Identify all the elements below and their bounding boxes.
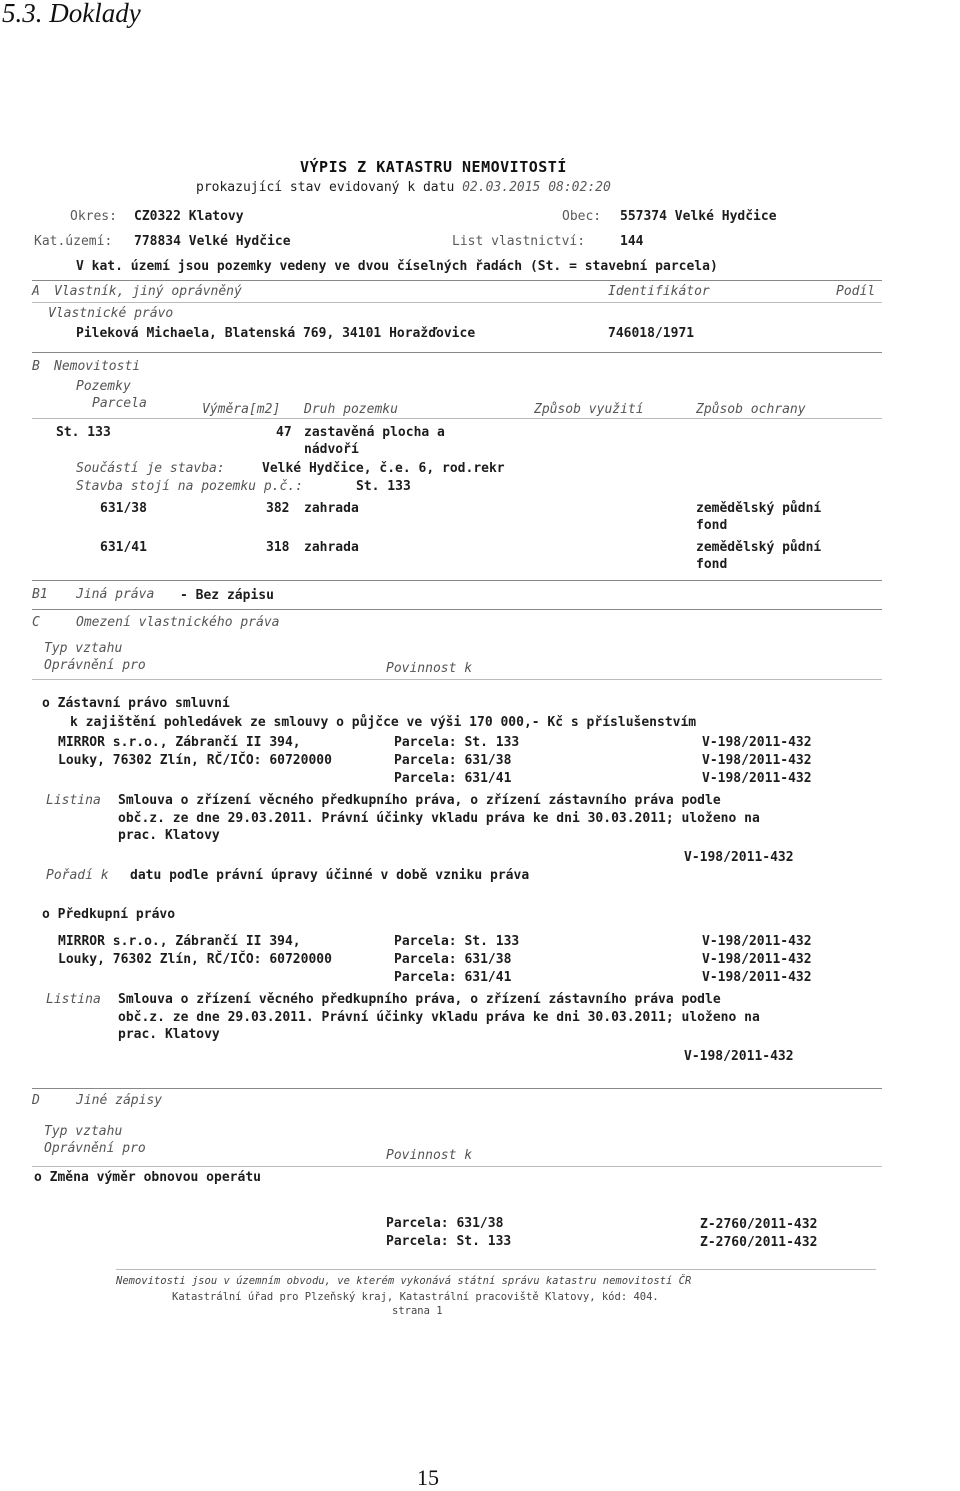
povinnost-k-label: Povinnost k xyxy=(386,1148,473,1163)
stavba-label: Stavba stojí na pozemku p.č.: xyxy=(76,479,303,494)
col-podil: Podíl xyxy=(836,284,876,299)
divider xyxy=(32,302,882,303)
divider xyxy=(32,679,882,680)
parcel-st133: St. 133 xyxy=(56,425,111,440)
parcel-631-38-protect-2: fond xyxy=(696,518,728,533)
typ-vztahu-label: Typ vztahu xyxy=(44,641,123,656)
section-c-title: Omezení vlastnického práva xyxy=(76,615,280,630)
okres-value: CZ0322 Klatovy xyxy=(134,209,244,224)
col-identifikator: Identifikátor xyxy=(608,284,710,299)
c-entry1-holder-1: MIRROR s.r.o., Zábrančí II 394, xyxy=(58,735,301,750)
c-entry1-listina-ref: V-198/2011-432 xyxy=(684,850,794,865)
c-entry2-parcel-1: Parcela: St. 133 xyxy=(394,934,520,949)
katuzemi-label: Kat.území: xyxy=(34,234,113,249)
document-title: VÝPIS Z KATASTRU NEMOVITOSTÍ xyxy=(300,158,567,176)
c-entry2-ref-2: V-198/2011-432 xyxy=(702,952,812,967)
divider xyxy=(32,418,882,419)
owner-name: Pileková Michaela, Blatenská 769, 34101 Horažďovice xyxy=(76,326,476,341)
col-ochrana: Způsob ochrany xyxy=(696,402,806,417)
divider xyxy=(32,580,882,581)
poradi-value: datu podle právní úpravy účinné v době vzniku práva xyxy=(130,868,530,883)
c-entry1-parcel-3: Parcela: 631/41 xyxy=(394,771,512,786)
c-entry1-listina-2: obč.z. ze dne 29.03.2011. Právní účinky vkladu práva ke dni 30.03.2011; uloženo na xyxy=(118,811,760,826)
cislovani-note: V kat. území jsou pozemky vedeny ve dvou číselných řadách (St. = stavební parcela) xyxy=(76,259,718,274)
owner-identifier: 746018/1971 xyxy=(608,326,695,341)
c-entry2-title: o Předkupní právo xyxy=(42,907,176,922)
section-b1-title: Jiná práva xyxy=(76,587,155,602)
lv-label: List vlastnictví: xyxy=(452,234,586,249)
section-d-letter: D xyxy=(32,1093,40,1108)
d-entry1-ref-2: Z-2760/2011-432 xyxy=(700,1235,818,1250)
d-entry1-parcel-1: Parcela: 631/38 xyxy=(386,1216,504,1231)
parcel-631-41-protect-2: fond xyxy=(696,557,728,572)
parcel-631-38: 631/38 xyxy=(100,501,147,516)
c-entry2-parcel-2: Parcela: 631/38 xyxy=(394,952,512,967)
c-entry2-ref-1: V-198/2011-432 xyxy=(702,934,812,949)
stavba-value: St. 133 xyxy=(356,479,411,494)
poradi-label: Pořadí k xyxy=(46,868,109,883)
c-entry1-title: o Zástavní právo smluvní xyxy=(42,696,230,711)
divider xyxy=(32,1088,882,1089)
section-heading: 5.3. Doklady xyxy=(2,0,141,28)
section-c-letter: C xyxy=(32,615,40,630)
povinnost-k-label: Povinnost k xyxy=(386,661,473,676)
d-entry1-title: o Změna výměr obnovou operátu xyxy=(34,1170,261,1185)
section-d-title: Jiné zápisy xyxy=(76,1093,163,1108)
section-b-title: Nemovitosti xyxy=(54,359,141,374)
subtitle-date: 02.03.2015 08:02:20 xyxy=(462,180,611,195)
section-a-letter: A xyxy=(32,284,40,299)
opravneni-pro-label: Oprávnění pro xyxy=(44,1141,146,1156)
parcel-631-41: 631/41 xyxy=(100,540,147,555)
subtitle-prefix: prokazující stav evidovaný k datu xyxy=(196,180,455,195)
c-entry2-listina-2: obč.z. ze dne 29.03.2011. Právní účinky vkladu práva ke dni 30.03.2011; uloženo na xyxy=(118,1010,760,1025)
soucasti-label: Součástí je stavba: xyxy=(76,461,225,476)
opravneni-pro-label: Oprávnění pro xyxy=(44,658,146,673)
d-entry1-ref-1: Z-2760/2011-432 xyxy=(700,1217,818,1232)
listina-label: Listina xyxy=(46,992,101,1007)
divider xyxy=(32,1166,882,1167)
c-entry2-ref-3: V-198/2011-432 xyxy=(702,970,812,985)
section-a-title: Vlastník, jiný oprávněný xyxy=(54,284,242,299)
c-entry2-holder-2: Louky, 76302 Zlín, RČ/IČO: 60720000 xyxy=(58,952,332,967)
parcel-631-38-area: 382 xyxy=(266,501,290,516)
parcel-st133-area: 47 xyxy=(276,425,292,440)
pozemky-label: Pozemky xyxy=(76,379,131,394)
c-entry1-parcel-1: Parcela: St. 133 xyxy=(394,735,520,750)
parcel-631-38-protect-1: zemědělský půdní xyxy=(696,501,822,516)
footer-line-2: Katastrální úřad pro Plzeňský kraj, Katastrální pracoviště Klatovy, kód: 404. xyxy=(172,1291,659,1303)
katuzemi-value: 778834 Velké Hydčice xyxy=(134,234,291,249)
c-entry1-parcel-2: Parcela: 631/38 xyxy=(394,753,512,768)
c-entry2-parcel-3: Parcela: 631/41 xyxy=(394,970,512,985)
parcel-631-38-type: zahrada xyxy=(304,501,359,516)
parcel-631-41-area: 318 xyxy=(266,540,290,555)
col-vyuziti: Způsob využití xyxy=(534,402,644,417)
divider xyxy=(32,609,882,610)
c-entry2-listina-3: prac. Klatovy xyxy=(118,1027,220,1042)
c-entry2-holder-1: MIRROR s.r.o., Zábrančí II 394, xyxy=(58,934,301,949)
divider xyxy=(32,352,882,353)
c-entry2-listina-1: Smlouva o zřízení věcného předkupního práva, o zřízení zástavního práva podle xyxy=(118,992,721,1007)
c-entry1-detail: k zajištění pohledávek ze smlouvy o půjčce ve výši 170 000,- Kč s příslušenstvím xyxy=(70,715,697,730)
c-entry2-listina-ref: V-198/2011-432 xyxy=(684,1049,794,1064)
obec-value: 557374 Velké Hydčice xyxy=(620,209,777,224)
d-entry1-parcel-2: Parcela: St. 133 xyxy=(386,1234,512,1249)
section-b-letter: B xyxy=(32,359,40,374)
okres-label: Okres: xyxy=(70,209,117,224)
lv-value: 144 xyxy=(620,234,644,249)
section-b1-letter: B1 xyxy=(32,587,48,602)
page-number: 15 xyxy=(417,1465,439,1490)
c-entry1-listina-1: Smlouva o zřízení věcného předkupního práva, o zřízení zástavního práva podle xyxy=(118,793,721,808)
footer-page-label: strana 1 xyxy=(392,1305,443,1317)
divider xyxy=(116,1269,876,1270)
document-subtitle xyxy=(196,180,611,195)
divider xyxy=(32,280,882,281)
parcel-631-41-protect-1: zemědělský půdní xyxy=(696,540,822,555)
section-b1-value: - Bez zápisu xyxy=(180,588,274,603)
col-druh: Druh pozemku xyxy=(304,402,398,417)
footer-line-1: Nemovitosti jsou v územním obvodu, ve kterém vykonává státní správu katastru nemovitostí ČR xyxy=(116,1275,692,1287)
c-entry1-ref-1: V-198/2011-432 xyxy=(702,735,812,750)
obec-label: Obec: xyxy=(562,209,602,224)
c-entry1-ref-3: V-198/2011-432 xyxy=(702,771,812,786)
parcel-631-41-type: zahrada xyxy=(304,540,359,555)
parcel-st133-type-1: zastavěná plocha a xyxy=(304,425,445,440)
typ-vztahu-label: Typ vztahu xyxy=(44,1124,123,1139)
vlastnicke-pravo-label: Vlastnické právo xyxy=(48,306,174,321)
c-entry1-holder-2: Louky, 76302 Zlín, RČ/IČO: 60720000 xyxy=(58,753,332,768)
c-entry1-ref-2: V-198/2011-432 xyxy=(702,753,812,768)
col-vymera: Výměra[m2] xyxy=(202,402,281,417)
parcel-st133-type-2: nádvoří xyxy=(304,442,359,457)
soucasti-value: Velké Hydčice, č.e. 6, rod.rekr xyxy=(262,461,505,476)
c-entry1-listina-3: prac. Klatovy xyxy=(118,828,220,843)
listina-label: Listina xyxy=(46,793,101,808)
col-parcela: Parcela xyxy=(92,396,147,411)
